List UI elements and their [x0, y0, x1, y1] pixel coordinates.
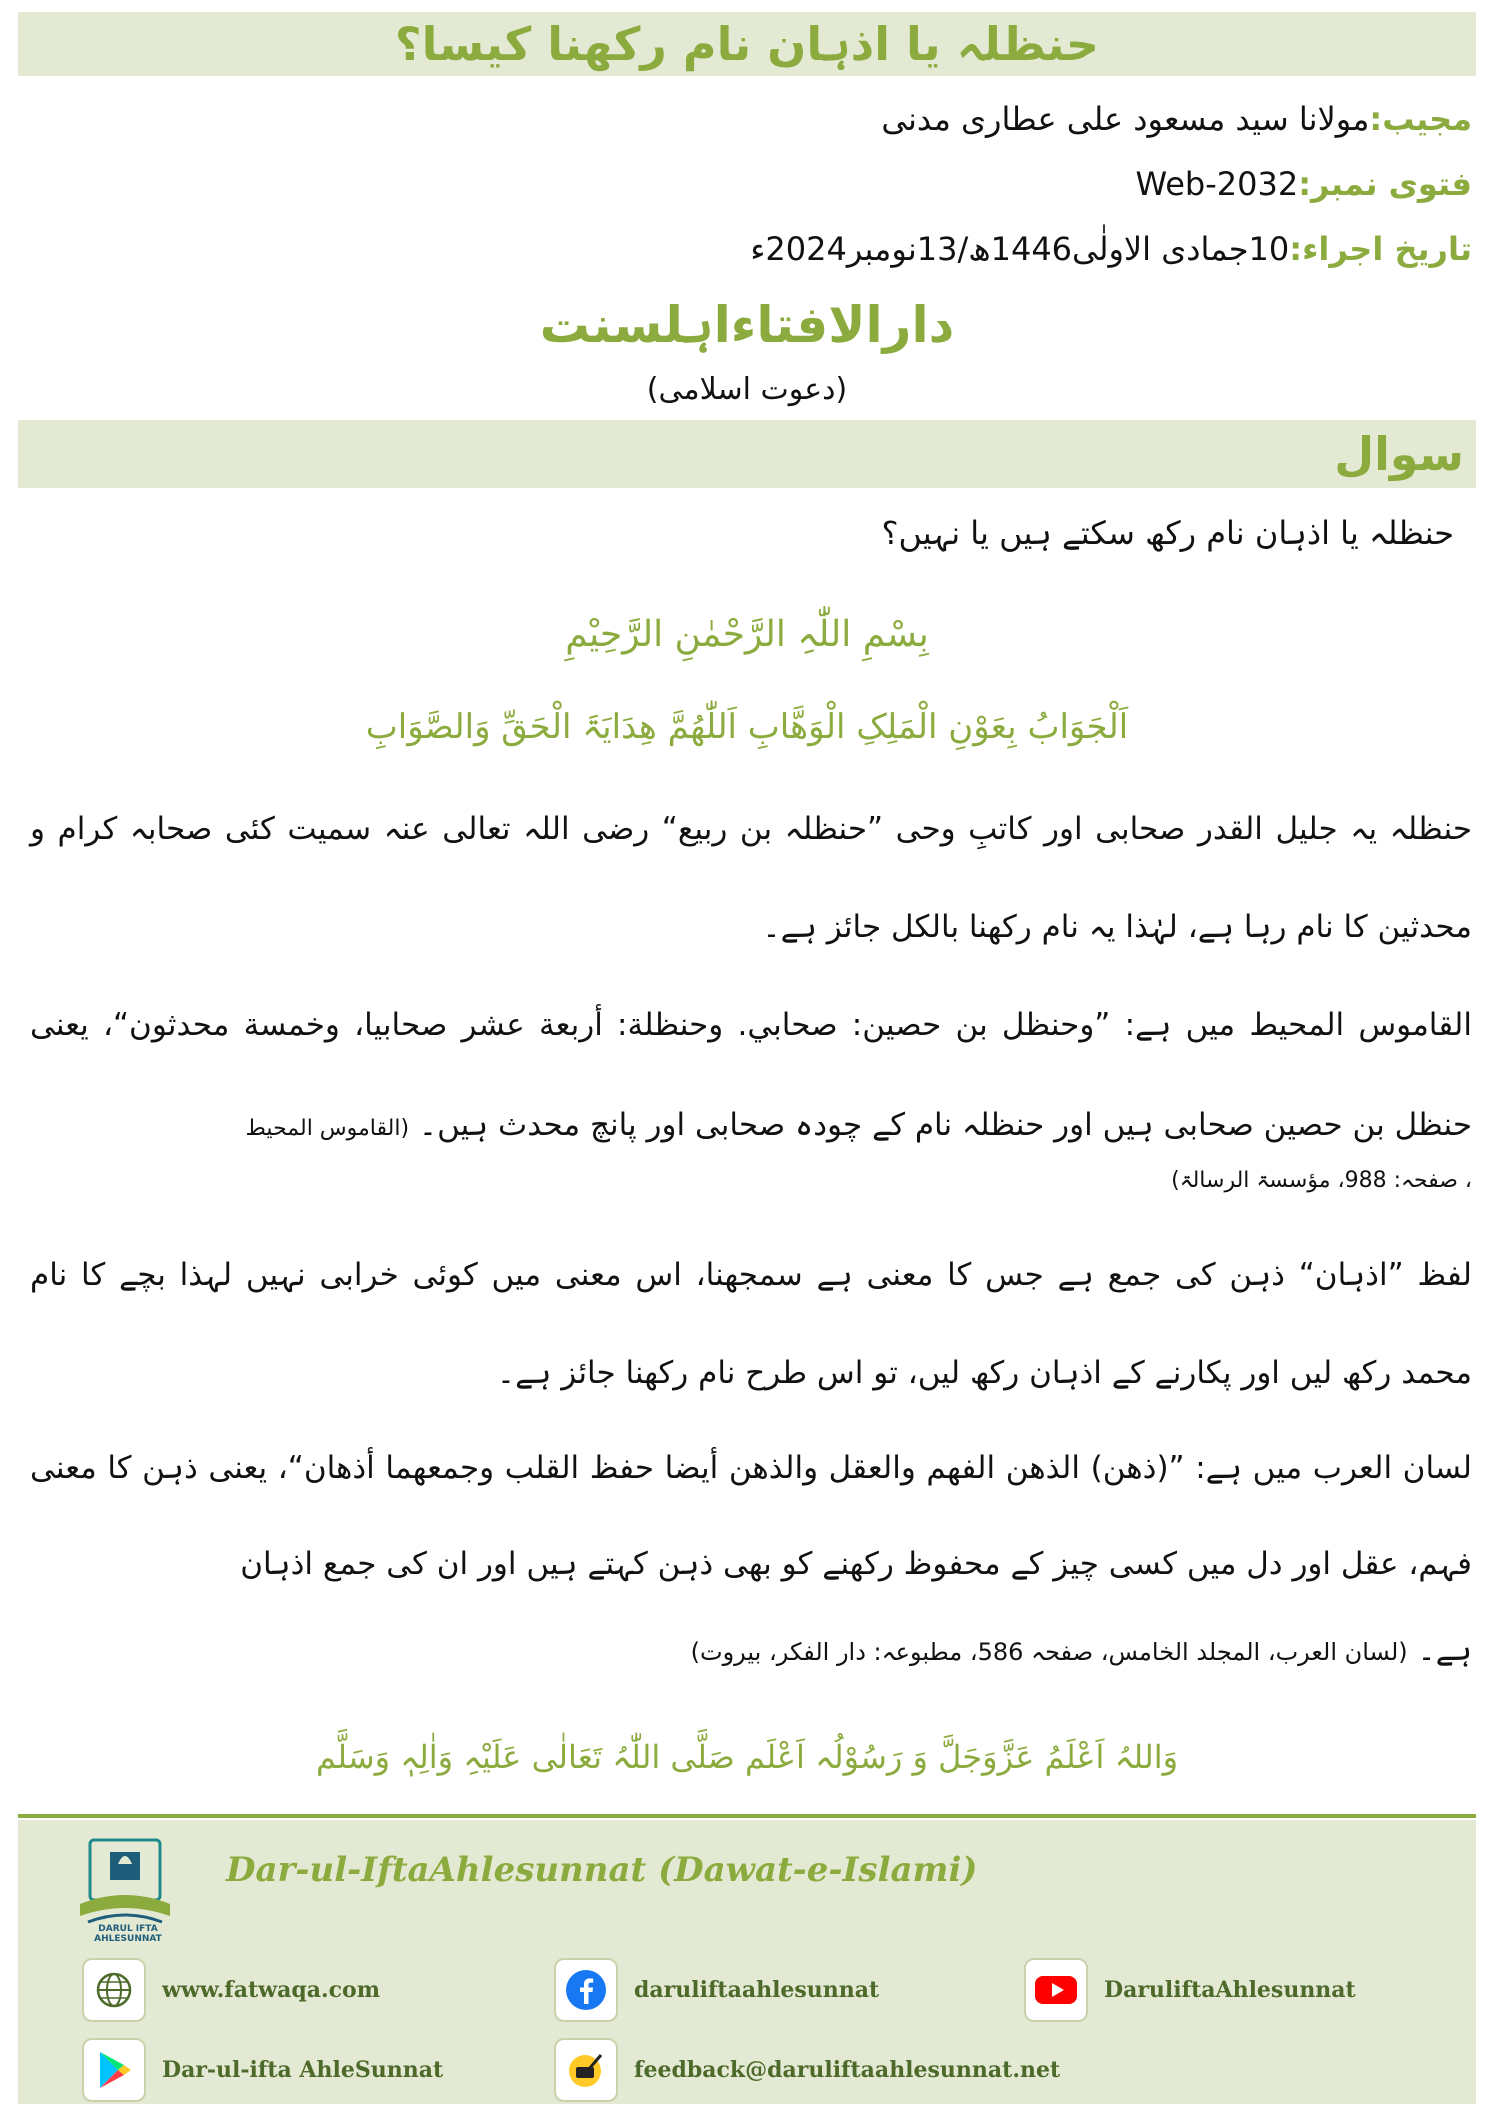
fatwa-number-value: Web-2032	[1135, 165, 1299, 203]
qamoos-quote: القاموس المحیط میں ہے: ”وحنظل بن حصين: صحابي. وحنظلة: أربعة عشر صحابيا، وخمسة محدثون“، یعنی حنظل بن حصین صحابی ہیں اور حنظلہ نام کے چودہ صحابی اور پانچ محدث ہیں۔	[30, 1007, 1472, 1143]
website-label: www.fatwaqa.com	[162, 1977, 380, 2003]
feedback-email: feedback@daruliftaahlesunnat.net	[634, 2057, 1061, 2083]
issue-date-row	[750, 230, 1472, 268]
issue-date-label: تاریخ اجراء:	[1289, 230, 1472, 268]
facebook-label: daruliftaahlesunnat	[634, 1977, 880, 2003]
footer	[18, 1820, 1476, 2104]
facebook-icon	[554, 1958, 618, 2022]
logo-caption: DARUL IFTA AHLESUNNAT	[94, 1924, 162, 1944]
playstore-label: Dar-ul-ifta AhleSunnat	[162, 2057, 444, 2083]
answer-paragraph-4: لسان العرب میں ہے: ”(ذهن) الذهن الفهم والعقل والذهن أيضا حفظ القلب وجمعهما أذهان“، یعنی ذہن کا معنی فہم، عقل اور دل میں کسی چیز کے محفوظ رکھنے کو بھی ذہن کہتے ہیں اور ان کی جمع اذہان	[30, 1450, 1472, 1582]
fatwa-number-label: فتوی نمبر:	[1298, 165, 1472, 203]
qamoos-reference: (القاموس المحیط	[245, 1116, 410, 1141]
playstore-link[interactable]	[82, 2038, 443, 2102]
page-title: حنظلہ یا اذہان نام رکھنا کیسا؟	[394, 17, 1100, 71]
facebook-link[interactable]	[554, 1958, 879, 2022]
feedback-link[interactable]	[554, 2038, 1060, 2102]
footer-divider	[18, 1814, 1476, 1818]
paragraph-4-end: ہے۔	[1417, 1632, 1472, 1668]
globe-icon	[82, 1958, 146, 2022]
website-link[interactable]	[82, 1958, 380, 2022]
issue-date-value: 10جمادی الاولٰی1446ھ/13نومبر2024ء	[750, 230, 1290, 268]
youtube-label: DaruliftaAhlesunnat	[1104, 1977, 1356, 2003]
answer-paragraph-3: لفظ ”اذہان“ ذہن کی جمع ہے جس کا معنی ہے سمجھنا، اس معنی میں کوئی خرابی نہیں لہذا بچے کا نام محمد رکھ لیں اور پکارنے کے اذہان رکھ لیں، تو اس طرح نام رکھنا جائز ہے۔	[30, 1257, 1472, 1391]
lisan-reference: (لسان العرب، المجلد الخامس، صفحہ 586، مطبوعہ: دار الفکر، بیروت)	[690, 1638, 1408, 1666]
youtube-link[interactable]	[1024, 1958, 1356, 2022]
lisan-reference-row	[691, 1632, 1472, 1668]
answer-paragraph-2	[30, 975, 1472, 1179]
organization-name: دارالافتاءاہلسنت	[539, 296, 955, 354]
organization-subtitle: (دعوت اسلامی)	[646, 372, 848, 407]
answer-paragraph-1: حنظلہ یہ جلیل القدر صحابی اور کاتبِ وحی ”حنظلہ بن ربیع“ رضی اللہ تعالی عنہ سمیت کئی صحابہ کرام و محدثین کا نام رہا ہے، لہٰذا یہ نام رکھنا بالکل جائز ہے۔	[30, 811, 1472, 945]
title-banner	[18, 12, 1476, 76]
bismillah: بِسْمِ اللّٰہِ الرَّحْمٰنِ الرَّحِیْمِ	[565, 614, 929, 655]
play-store-icon	[82, 2038, 146, 2102]
question-heading: سوال	[1334, 427, 1464, 481]
mujeeb-value: مولانا سید مسعود علی عطاری مدنی	[881, 100, 1370, 138]
answer-opening: اَلْجَوَابُ بِعَوْنِ الْمَلِکِ الْوَھَّابِ اَللّٰھُمَّ ھِدَایَۃَ الْحَقِّ وَالصَّوَابِ	[365, 707, 1129, 747]
mujeeb-row	[881, 100, 1472, 138]
feedback-icon	[554, 2038, 618, 2102]
fatwa-number-row	[1135, 165, 1472, 203]
mujeeb-label: مجیب:	[1369, 100, 1472, 138]
youtube-icon	[1024, 1958, 1088, 2022]
question-banner	[18, 420, 1476, 488]
closing-phrase: وَاللہُ اَعْلَمُ عَزَّوَجَلَّ وَ رَسُوْلُہ اَعْلَم صَلَّی اللّٰہُ تَعَالٰی عَلَیْہِ وَاٰلِہٖ وَسَلَّم	[315, 1738, 1179, 1776]
question-text: حنظلہ یا اذہان نام رکھ سکتے ہیں یا نہیں؟	[881, 514, 1454, 552]
footer-brand: Dar-ul-IftaAhlesunnat (Dawat-e-Islami)	[226, 1850, 978, 1890]
qamoos-reference-end: ، صفحہ: 988، مؤسسۃ الرسالۃ)	[1171, 1168, 1472, 1193]
